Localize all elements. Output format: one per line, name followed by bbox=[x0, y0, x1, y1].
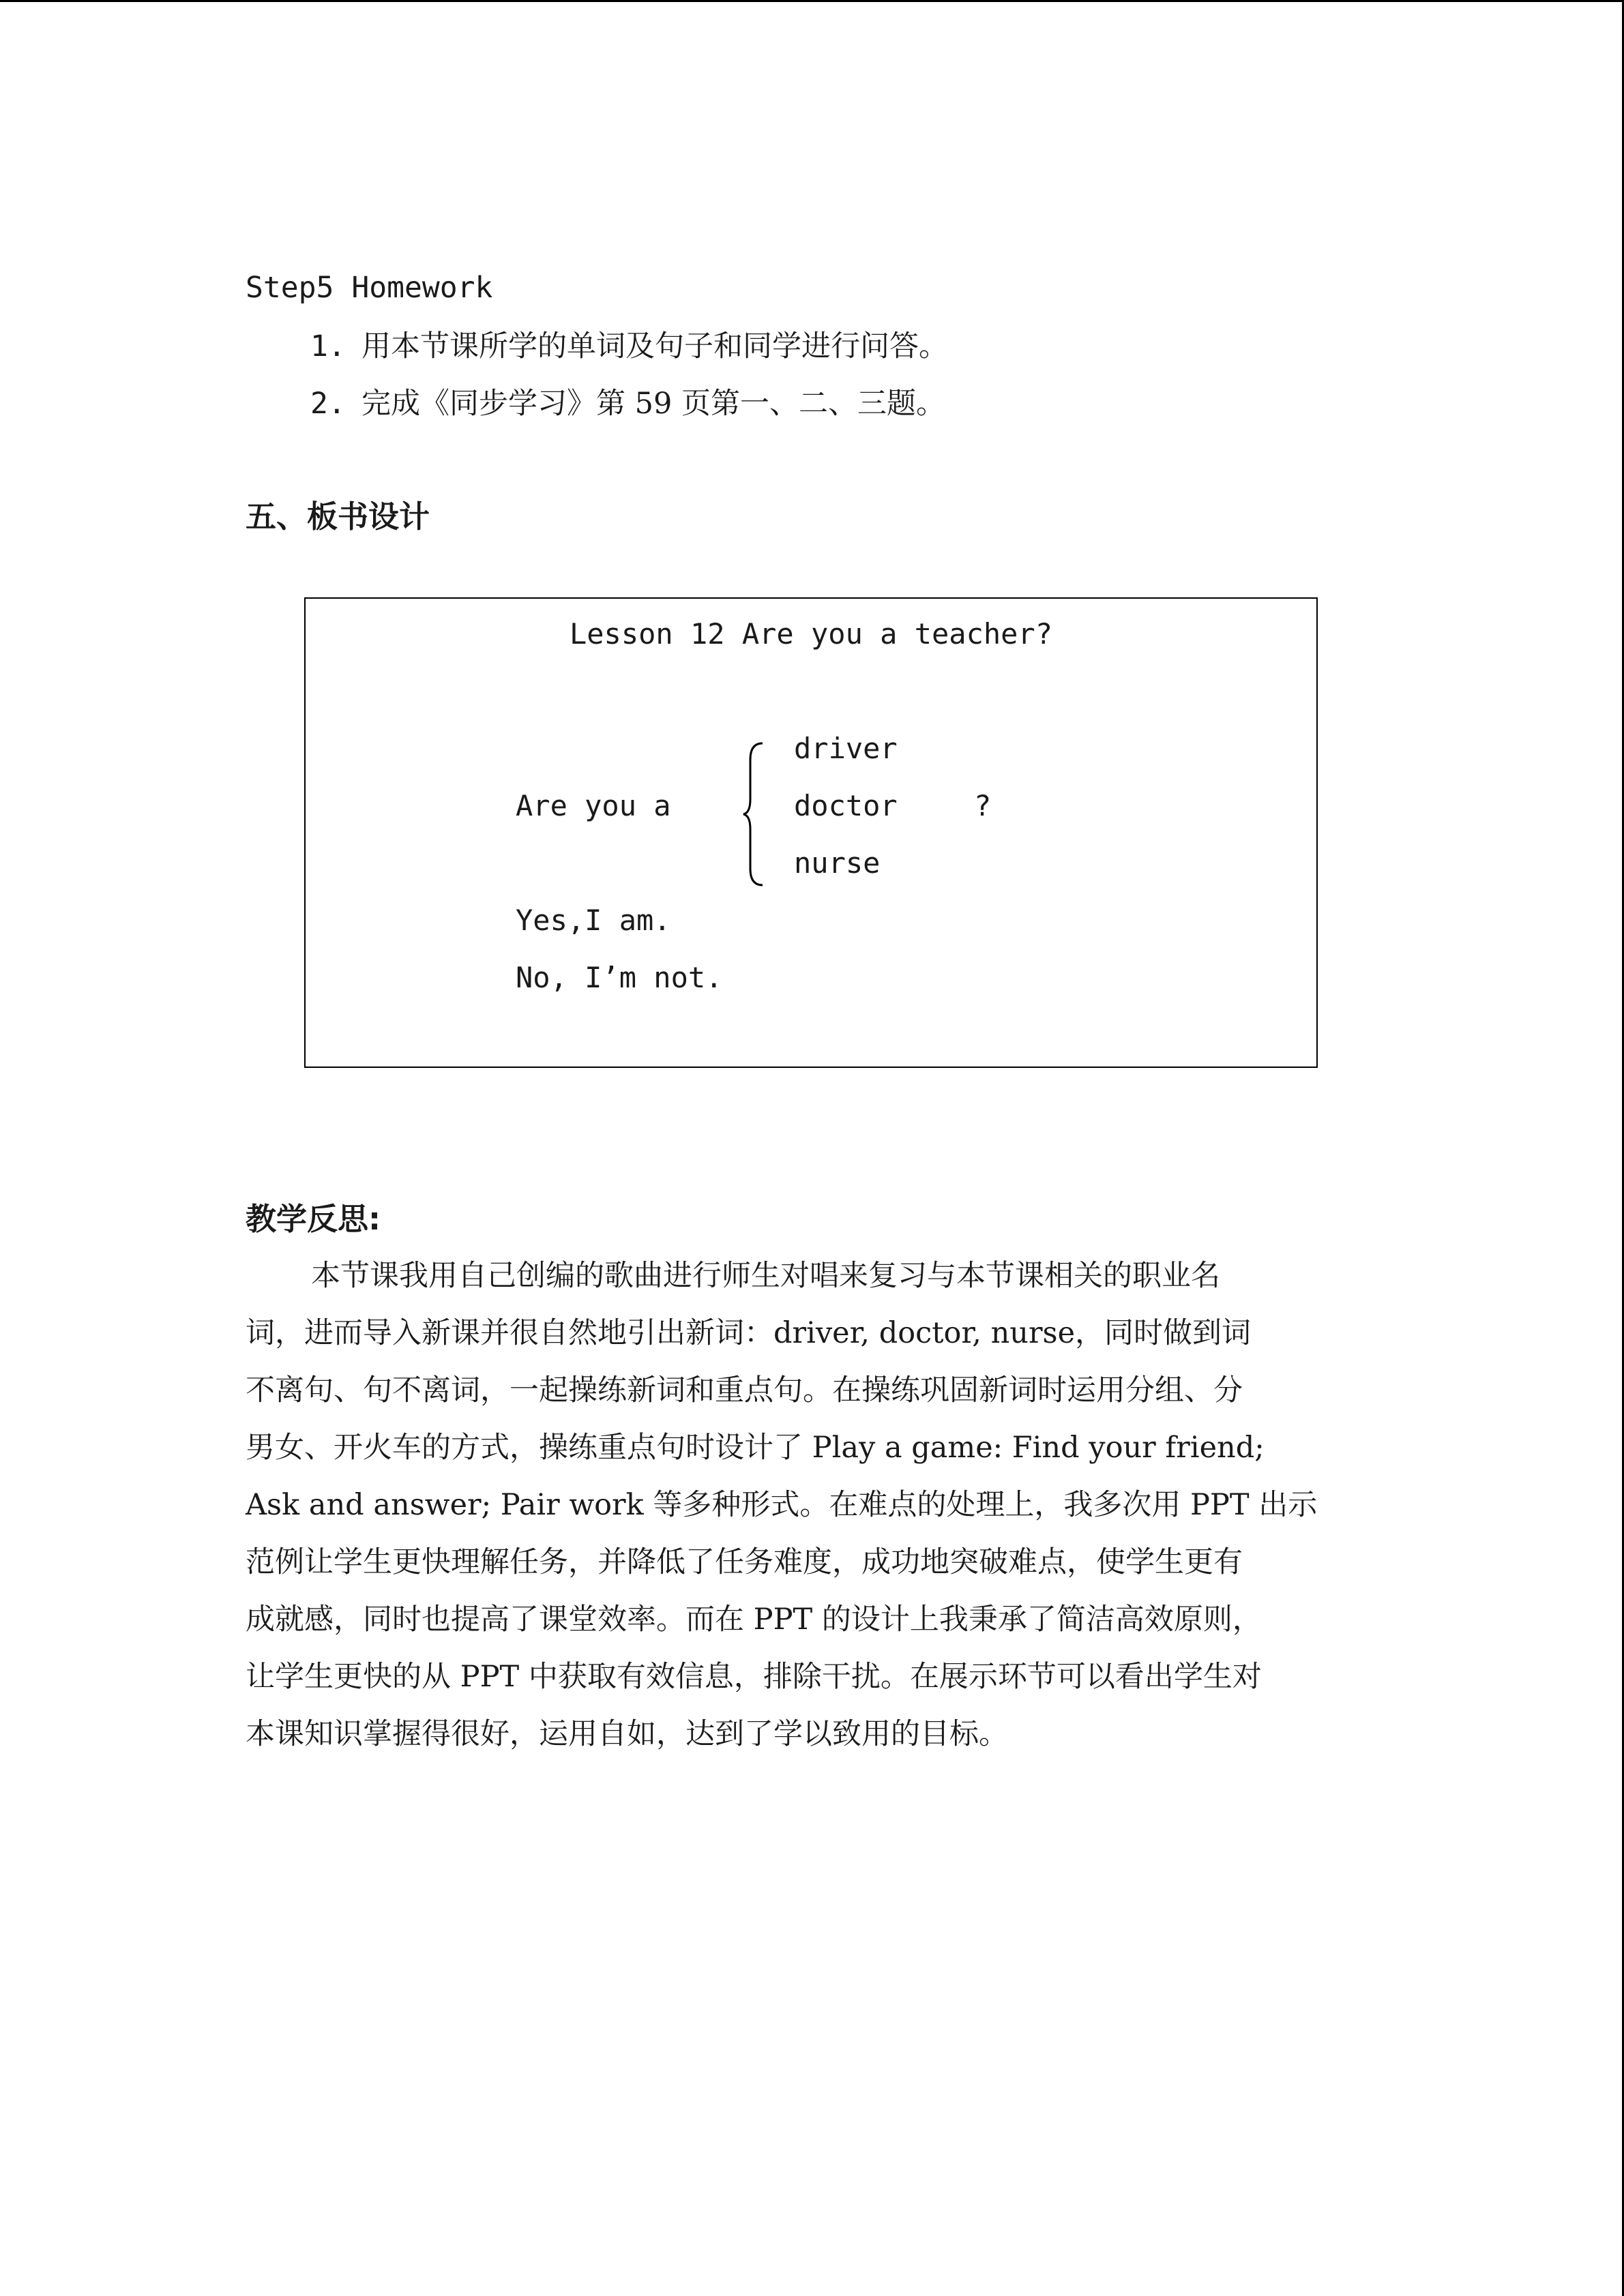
reflection-line: 男女、开火车的方式，操练重点句时设计了 Play a game: Find your friend; bbox=[246, 1431, 1265, 1465]
page-top-border bbox=[0, 0, 1624, 2]
question-mark: ? bbox=[974, 789, 992, 822]
homework-item bbox=[310, 326, 948, 367]
reflection-line: 成就感，同时也提高了课堂效率。而在 PPT 的设计上我秉承了简洁高效原则， bbox=[246, 1602, 1262, 1637]
curly-brace-icon bbox=[742, 742, 769, 886]
homework-item bbox=[310, 383, 945, 424]
reflection-line: 不离句、句不离词，一起操练新词和重点句。在操练巩固新词时运用分组、分 bbox=[246, 1373, 1243, 1407]
reflection-heading: 教学反思: bbox=[246, 1201, 381, 1237]
reflection-line: 范例让学生更快理解任务，并降低了任务难度，成功地突破难点，使学生更有 bbox=[246, 1545, 1243, 1579]
homework-title: Step5 Homework bbox=[246, 271, 493, 305]
option-word: driver bbox=[794, 732, 898, 765]
homework-item-text: 完成《同步学习》第 59 页第一、二、三题。 bbox=[361, 387, 946, 421]
answer-yes: Yes,I am. bbox=[516, 904, 671, 937]
option-word: doctor bbox=[794, 789, 898, 822]
board-design-heading: 五、板书设计 bbox=[246, 498, 430, 535]
answer-no: No, I’m not. bbox=[516, 961, 723, 994]
option-word: nurse bbox=[794, 846, 881, 880]
reflection-line: 本课知识掌握得很好，运用自如，达到了学以致用的目标。 bbox=[246, 1717, 1008, 1751]
reflection-line: 让学生更快的从 PPT 中获取有效信息，排除干扰。在展示环节可以看出学生对 bbox=[246, 1660, 1262, 1694]
board-title: Lesson 12 Are you a teacher? bbox=[569, 617, 1052, 651]
reflection-line: 本节课我用自己创编的歌曲进行师生对唱来复习与本节课相关的职业名 bbox=[311, 1259, 1220, 1293]
homework-item-text: 用本节课所学的单词及句子和同学进行问答。 bbox=[361, 329, 948, 363]
reflection-line: 词，进而导入新课并很自然地引出新词：driver, doctor, nurse，同时做到词 bbox=[246, 1316, 1252, 1350]
question-prefix: Are you a bbox=[516, 789, 671, 822]
homework-item-number: 2. bbox=[310, 387, 346, 421]
homework-item-number: 1. bbox=[310, 329, 346, 363]
reflection-line: Ask and answer; Pair work 等多种形式。在难点的处理上，我多次用 PPT 出示 bbox=[246, 1488, 1318, 1522]
board-design-box bbox=[304, 597, 1318, 1068]
